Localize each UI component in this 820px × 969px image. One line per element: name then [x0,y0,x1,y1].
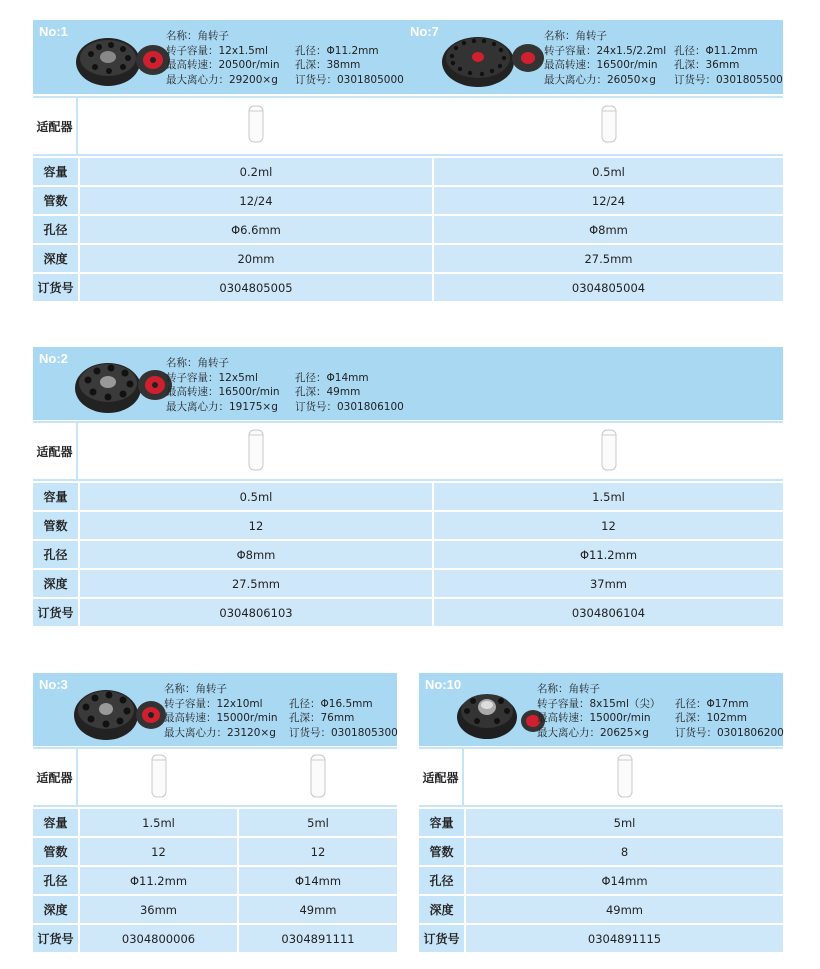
row-label: 管数 [33,838,78,865]
depth-row [33,896,397,923]
rotor-hole-depth: 49mm [326,386,361,398]
adapter-image-cell [466,749,783,805]
order-cell: 0304891115 [466,925,783,952]
tube-icon [599,104,619,148]
rotor-number: No:10 [425,677,462,692]
tubes-row [33,512,783,539]
rotor-number: No:7 [410,24,439,39]
rotor-hole-depth: 76mm [320,712,355,724]
adapter-image-cell [80,423,432,479]
row-label: 容量 [33,158,78,185]
volume-row [33,158,783,185]
adapter-table-1 [33,96,783,302]
depth-cell: 37mm [434,570,783,597]
tube-icon [615,753,635,801]
rotor-number: No:3 [39,677,68,692]
rotor-header-no10: No:10 名称：角转子 转子容量：8x15ml（尖） 最高转速：15000r/min 最大离心力：20625×g 孔径：Φ17mm 孔深：102mm 订货号：0301806200 [419,673,783,746]
diameter-row [33,216,783,243]
rotor-speed: 16500r/min [218,386,280,398]
diameter-cell: Φ11.2mm [80,867,237,894]
diameter-row [33,867,397,894]
adapter-row [33,96,783,156]
volume-cell: 0.5ml [434,158,783,185]
rotor-capacity: 12x1.5ml [218,44,268,57]
rotor-hole-depth: 38mm [326,59,361,71]
rotor-header-no7: No:7 名称：角转子 转子容量：24x1.5/2.2ml 最高转速：16500r/min 最大离心力：26050×g 孔径：Φ11.2mm 孔深：36mm 订货号：0301805500 [404,20,783,94]
row-label: 管数 [419,838,464,865]
rotor-rcf: 29200×g [229,73,278,86]
row-label: 订货号 [33,274,78,301]
rotor-hole-diameter: Φ17mm [706,697,749,710]
rotor-name: 角转子 [197,357,229,369]
order-cell: 0304800006 [80,925,237,952]
row-label: 适配器 [33,98,78,154]
row-label: 容量 [33,483,78,510]
volume-row [419,809,783,836]
row-label: 订货号 [33,925,78,952]
order-cell: 0304806104 [434,599,783,626]
tube-icon [308,753,328,801]
rotor-rcf: 23120×g [227,726,276,739]
tube-icon [149,753,169,801]
rotor-rcf: 26050×g [607,73,656,86]
rotor-order-number: 0301806100 [337,400,404,413]
row-label: 订货号 [33,599,78,626]
row-label: 容量 [33,809,78,836]
row-label: 深度 [419,896,464,923]
rotor-hole-diameter: Φ11.2mm [326,44,379,57]
depth-cell: 49mm [466,896,783,923]
rotor-speed: 16500r/min [596,59,658,71]
diameter-cell: Φ11.2mm [434,541,783,568]
row-label: 容量 [419,809,464,836]
row-label: 深度 [33,570,78,597]
tubes-cell: 12 [239,838,397,865]
depth-cell: 36mm [80,896,237,923]
rotor-order-number: 0301805500 [716,73,783,86]
rotor-capacity: 12x5ml [218,371,258,384]
depth-row [33,245,783,272]
rotor-rcf: 20625×g [600,726,649,739]
rotor-hole-depth: 36mm [705,59,740,71]
rotor-name: 角转子 [195,683,227,695]
adapter-image-cell [80,749,237,805]
diameter-cell: Φ14mm [239,867,397,894]
order-row [33,925,397,952]
volume-cell: 1.5ml [434,483,783,510]
row-label: 孔径 [33,216,78,243]
row-label: 孔径 [419,867,464,894]
row-label: 适配器 [33,423,78,479]
depth-cell: 49mm [239,896,397,923]
rotor-rcf: 19175×g [229,400,278,413]
adapter-image-cell [80,98,432,154]
depth-row [419,896,783,923]
depth-cell: 27.5mm [434,245,783,272]
row-label: 孔径 [33,541,78,568]
depth-cell: 20mm [80,245,432,272]
tubes-row [33,838,397,865]
row-label: 适配器 [33,749,78,805]
rotor-order-number: 0301805300 [331,726,398,739]
depth-cell: 27.5mm [80,570,432,597]
rotor-hole-diameter: Φ16.5mm [320,697,373,710]
row-label: 深度 [33,896,78,923]
tubes-cell: 12 [80,512,432,539]
depth-row [33,570,783,597]
order-cell: 0304805004 [434,274,783,301]
rotor-order-number: 0301805000 [337,73,404,86]
tubes-cell: 12 [80,838,237,865]
rotor-name: 角转子 [575,30,607,42]
adapter-image-cell [434,423,783,479]
diameter-cell: Φ8mm [80,541,432,568]
volume-row [33,809,397,836]
rotor-capacity: 24x1.5/2.2ml [596,44,667,57]
rotor-hole-depth: 102mm [706,712,747,724]
rotor-name: 角转子 [197,30,229,42]
tubes-cell: 12/24 [434,187,783,214]
adapter-table-4 [419,747,783,953]
order-cell: 0304806103 [80,599,432,626]
rotor-hole-diameter: Φ11.2mm [705,44,758,57]
rotor-number: No:1 [39,24,68,39]
adapter-row [33,747,397,807]
order-row [33,274,783,301]
tubes-cell: 8 [466,838,783,865]
rotor-speed: 15000r/min [589,712,651,724]
rotor-header-no3: No:3 名称：角转子 转子容量：12x10ml 最高转速：15000r/min 最大离心力：23120×g 孔径：Φ16.5mm 孔深：76mm 订货号：0301805300 [33,673,397,746]
order-row [419,925,783,952]
row-label: 管数 [33,187,78,214]
adapter-image-cell [434,98,783,154]
volume-cell: 0.5ml [80,483,432,510]
row-label: 订货号 [419,925,464,952]
adapter-table-3 [33,747,397,953]
row-label: 管数 [33,512,78,539]
rotor-number: No:2 [39,351,68,366]
volume-cell: 5ml [466,809,783,836]
rotor-image [438,28,548,90]
row-label: 适配器 [419,749,464,805]
volume-cell: 1.5ml [80,809,237,836]
tubes-cell: 12/24 [80,187,432,214]
volume-cell: 0.2ml [80,158,432,185]
order-cell: 0304891111 [239,925,397,952]
rotor-speed: 15000r/min [216,712,278,724]
tube-icon [246,104,266,148]
rotor-name: 角转子 [568,683,600,695]
volume-cell: 5ml [239,809,397,836]
row-label: 深度 [33,245,78,272]
rotor-hole-diameter: Φ14mm [326,371,369,384]
order-row [33,599,783,626]
tubes-cell: 12 [434,512,783,539]
rotor-capacity: 12x10ml [216,697,263,710]
tube-icon [246,428,266,474]
diameter-row [33,541,783,568]
diameter-cell: Φ6.6mm [80,216,432,243]
adapter-image-cell [239,749,397,805]
diameter-cell: Φ8mm [434,216,783,243]
rotor-order-number: 0301806200 [717,726,784,739]
rotor-header-no2: No:2 名称：角转子 转子容量：12x5ml 最高转速：16500r/min 最大离心力：19175×g 孔径：Φ14mm 孔深：49mm 订货号：0301806100 [33,347,783,420]
adapter-row [33,421,783,481]
rotor-capacity: 8x15ml（尖） [589,697,661,710]
tubes-row [419,838,783,865]
rotor-speed: 20500r/min [218,59,280,71]
adapter-table-2 [33,421,783,627]
tube-icon [599,428,619,474]
adapter-row [419,747,783,807]
volume-row [33,483,783,510]
rotor-header-no1: No:1 名称：角转子 转子容量：12x1.5ml 最高转速：20500r/min 最大离心力：29200×g 孔径：Φ11.2mm 孔深：38mm 订货号：0301805000 [33,20,404,94]
order-cell: 0304805005 [80,274,432,301]
diameter-row [419,867,783,894]
tubes-row [33,187,783,214]
diameter-cell: Φ14mm [466,867,783,894]
row-label: 孔径 [33,867,78,894]
